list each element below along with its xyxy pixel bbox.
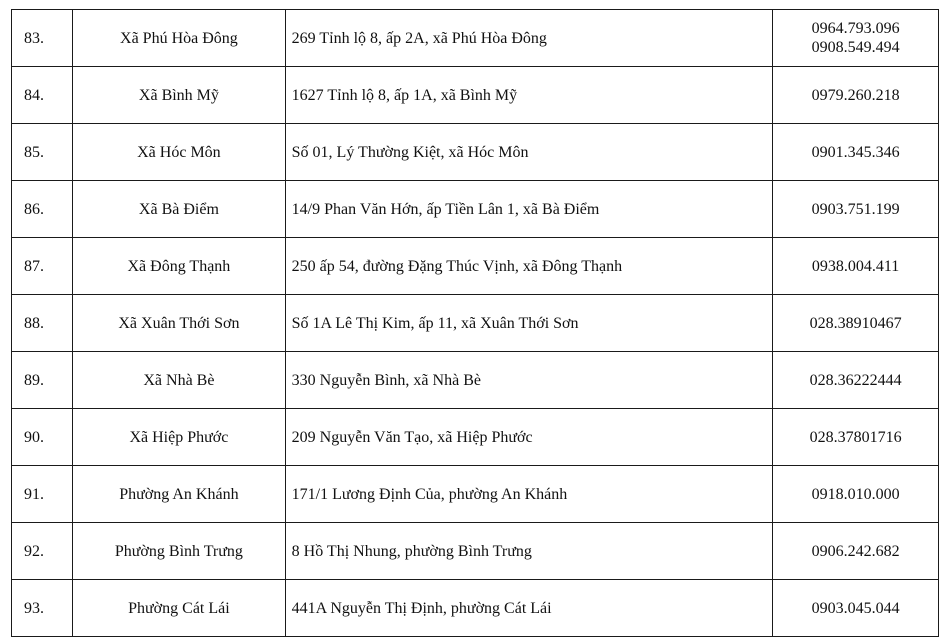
ward-name-cell: Xã Bà Điểm	[73, 181, 286, 238]
table-row	[12, 10, 939, 67]
table-row	[12, 409, 939, 466]
address-cell: 8 Hồ Thị Nhung, phường Bình Trưng	[285, 523, 773, 580]
phone-number: 028.37801716	[809, 428, 902, 446]
phone-cell	[773, 238, 939, 295]
row-number-cell: 86.	[12, 181, 73, 238]
phone-cell	[773, 181, 939, 238]
phone-number: 0903.751.199	[811, 200, 900, 218]
table-row	[12, 238, 939, 295]
row-number-cell: 91.	[12, 466, 73, 523]
table-row	[12, 580, 939, 637]
address-cell: 14/9 Phan Văn Hớn, ấp Tiền Lân 1, xã Bà Điểm	[285, 181, 773, 238]
phone-cell	[773, 580, 939, 637]
row-number-cell: 90.	[12, 409, 73, 466]
table-row	[12, 67, 939, 124]
ward-name-cell: Xã Xuân Thới Sơn	[73, 295, 286, 352]
address-cell: Số 01, Lý Thường Kiệt, xã Hóc Môn	[285, 124, 773, 181]
phone-cell	[773, 523, 939, 580]
row-number-cell: 85.	[12, 124, 73, 181]
phone-cell	[773, 352, 939, 409]
row-number-cell: 89.	[12, 352, 73, 409]
ward-name-cell: Xã Phú Hòa Đông	[73, 10, 286, 67]
address-cell: 1627 Tỉnh lộ 8, ấp 1A, xã Bình Mỹ	[285, 67, 773, 124]
ward-name-cell: Xã Đông Thạnh	[73, 238, 286, 295]
phone-number: 0901.345.346	[811, 143, 900, 161]
row-number-cell: 83.	[12, 10, 73, 67]
phone-number: 0918.010.000	[811, 485, 900, 503]
address-cell: 269 Tỉnh lộ 8, ấp 2A, xã Phú Hòa Đông	[285, 10, 773, 67]
phone-cell	[773, 409, 939, 466]
phone-cell	[773, 466, 939, 523]
row-number-cell: 88.	[12, 295, 73, 352]
phone-number: 0964.793.096	[811, 20, 900, 37]
address-cell: 250 ấp 54, đường Đặng Thúc Vịnh, xã Đông Thạnh	[285, 238, 773, 295]
table-row	[12, 181, 939, 238]
phone-number: 028.36222444	[809, 371, 902, 389]
phone-number: 0908.549.494	[811, 39, 900, 56]
row-number-cell: 93.	[12, 580, 73, 637]
ward-name-cell: Xã Hiệp Phước	[73, 409, 286, 466]
table-row	[12, 466, 939, 523]
ward-name-cell: Xã Hóc Môn	[73, 124, 286, 181]
ward-name-cell: Phường Bình Trưng	[73, 523, 286, 580]
table-row	[12, 523, 939, 580]
phone-cell	[773, 67, 939, 124]
table-row	[12, 295, 939, 352]
office-directory-table	[11, 9, 939, 637]
address-cell: 441A Nguyễn Thị Định, phường Cát Lái	[285, 580, 773, 637]
phone-cell	[773, 10, 939, 67]
row-number-cell: 84.	[12, 67, 73, 124]
ward-name-cell: Xã Nhà Bè	[73, 352, 286, 409]
address-cell: Số 1A Lê Thị Kim, ấp 11, xã Xuân Thới Sơn	[285, 295, 773, 352]
address-cell: 171/1 Lương Định Của, phường An Khánh	[285, 466, 773, 523]
phone-number: 0979.260.218	[811, 86, 900, 104]
row-number-cell: 92.	[12, 523, 73, 580]
phone-number: 0906.242.682	[811, 542, 900, 560]
row-number-cell: 87.	[12, 238, 73, 295]
address-cell: 209 Nguyễn Văn Tạo, xã Hiệp Phước	[285, 409, 773, 466]
phone-cell	[773, 124, 939, 181]
table-row	[12, 124, 939, 181]
address-cell: 330 Nguyễn Bình, xã Nhà Bè	[285, 352, 773, 409]
phone-number: 0938.004.411	[811, 257, 900, 275]
ward-name-cell: Phường An Khánh	[73, 466, 286, 523]
table-body	[12, 10, 939, 637]
table-row	[12, 352, 939, 409]
phone-number: 028.38910467	[809, 314, 902, 332]
ward-name-cell: Xã Bình Mỹ	[73, 67, 286, 124]
ward-name-cell: Phường Cát Lái	[73, 580, 286, 637]
phone-cell	[773, 295, 939, 352]
phone-number: 0903.045.044	[811, 599, 900, 617]
